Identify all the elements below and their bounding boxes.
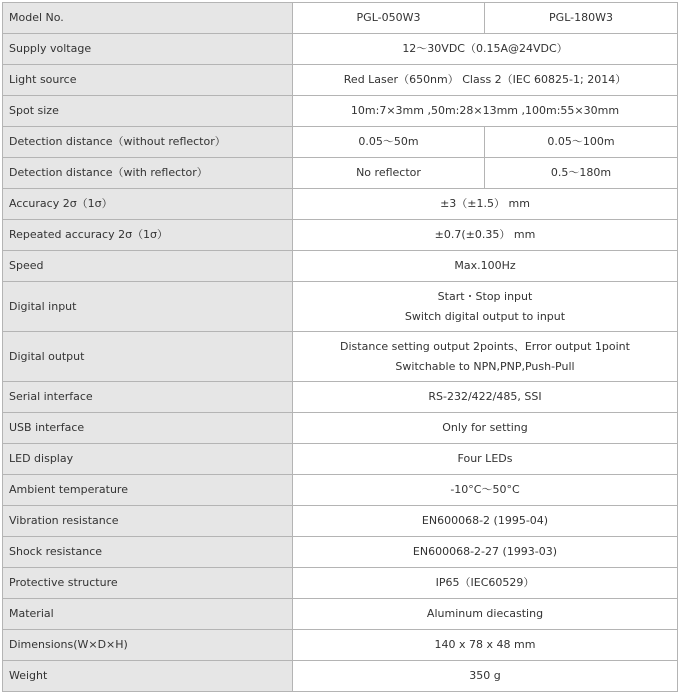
- row-value: -10°C～50°C: [293, 475, 678, 506]
- row-label: Serial interface: [3, 382, 293, 413]
- table-row: [3, 568, 678, 599]
- row-label: Supply voltage: [3, 34, 293, 65]
- table-row: [3, 158, 678, 189]
- row-label: Detection distance（with reflector）: [3, 158, 293, 189]
- row-value: EN600068-2 (1995-04): [293, 506, 678, 537]
- row-label: Detection distance（without reflector）: [3, 127, 293, 158]
- row-value: 12～30VDC（0.15A@24VDC）: [293, 34, 678, 65]
- row-value-line: Switch digital output to input: [404, 309, 566, 323]
- row-value: 350 g: [293, 661, 678, 692]
- table-row: [3, 251, 678, 282]
- row-value: 10m:7×3mm ,50m:28×13mm ,100m:55×30mm: [293, 96, 678, 127]
- table-row: [3, 506, 678, 537]
- model-050w3: PGL-050W3: [293, 3, 485, 34]
- row-label: Weight: [3, 661, 293, 692]
- row-label: Speed: [3, 251, 293, 282]
- row-value-line: Switchable to NPN,PNP,Push-Pull: [395, 359, 575, 373]
- row-value: Max.100Hz: [293, 251, 678, 282]
- row-value-050w3: 0.05～50m: [293, 127, 485, 158]
- row-label: Light source: [3, 65, 293, 96]
- table-row: [3, 599, 678, 630]
- table-row: [3, 413, 678, 444]
- table-row: [3, 282, 678, 332]
- row-value: Aluminum diecasting: [293, 599, 678, 630]
- row-label: Spot size: [3, 96, 293, 127]
- row-value: [293, 332, 678, 382]
- row-label: Vibration resistance: [3, 506, 293, 537]
- row-value-line: Distance setting output 2points、Error output 1point: [340, 339, 630, 353]
- row-value-050w3: No reflector: [293, 158, 485, 189]
- header-row: [3, 3, 678, 34]
- row-value: ±0.7(±0.35） mm: [293, 220, 678, 251]
- row-value: Four LEDs: [293, 444, 678, 475]
- row-value-180w3: 0.05～100m: [485, 127, 678, 158]
- row-value: [293, 282, 678, 332]
- table-row: [3, 444, 678, 475]
- table-row: [3, 537, 678, 568]
- table-row: [3, 382, 678, 413]
- row-value: EN600068-2-27 (1993-03): [293, 537, 678, 568]
- row-label: Protective structure: [3, 568, 293, 599]
- row-label: Accuracy 2σ（1σ）: [3, 189, 293, 220]
- table-row: [3, 332, 678, 382]
- table-row: [3, 189, 678, 220]
- table-row: [3, 661, 678, 692]
- row-value-line: Start・Stop input: [437, 289, 533, 303]
- row-value: Only for setting: [293, 413, 678, 444]
- row-label: Shock resistance: [3, 537, 293, 568]
- row-value: ±3（±1.5） mm: [293, 189, 678, 220]
- row-label: Digital input: [3, 282, 293, 332]
- table-row: [3, 127, 678, 158]
- row-value: RS-232/422/485, SSI: [293, 382, 678, 413]
- row-label: LED display: [3, 444, 293, 475]
- row-label: Material: [3, 599, 293, 630]
- row-value: Red Laser（650nm） Class 2（IEC 60825-1; 2014）: [293, 65, 678, 96]
- table-row: [3, 630, 678, 661]
- table-row: [3, 65, 678, 96]
- row-label: Digital output: [3, 332, 293, 382]
- header-label: Model No.: [3, 3, 293, 34]
- table-row: [3, 220, 678, 251]
- row-value: IP65（IEC60529）: [293, 568, 678, 599]
- spec-table: [2, 2, 678, 692]
- row-label: USB interface: [3, 413, 293, 444]
- table-row: [3, 475, 678, 506]
- row-label: Ambient temperature: [3, 475, 293, 506]
- row-value-180w3: 0.5～180m: [485, 158, 678, 189]
- row-label: Repeated accuracy 2σ（1σ）: [3, 220, 293, 251]
- row-value: 140 x 78 x 48 mm: [293, 630, 678, 661]
- table-row: [3, 96, 678, 127]
- row-label: Dimensions(W×D×H): [3, 630, 293, 661]
- table-row: [3, 34, 678, 65]
- model-180w3: PGL-180W3: [485, 3, 678, 34]
